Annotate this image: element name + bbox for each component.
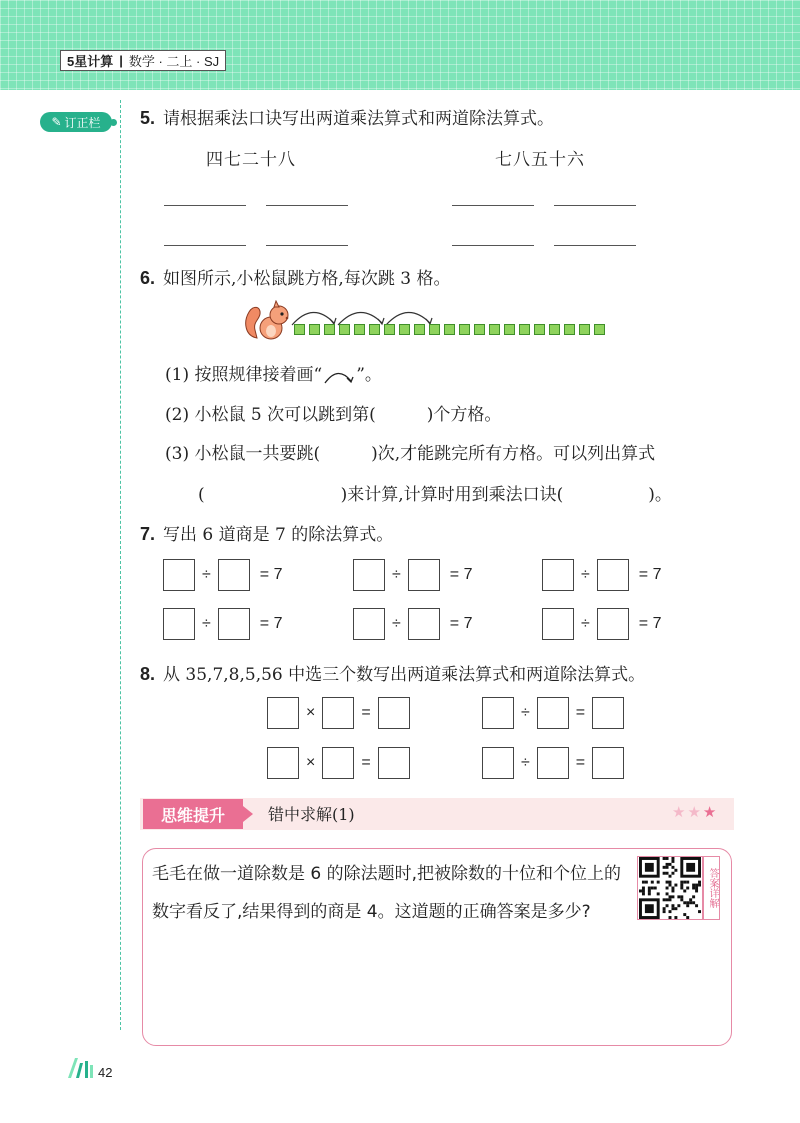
answer-box[interactable] [163, 608, 195, 640]
answer-box[interactable] [542, 559, 574, 591]
title-separator: | [119, 53, 123, 68]
answer-explanation-label: 答案详解 [703, 856, 720, 920]
answer-box[interactable] [592, 747, 624, 779]
divide-sign: ÷ [202, 566, 211, 583]
question-text: 写出 6 道商是 7 的除法算式。 [163, 525, 394, 545]
equals-sign: = [575, 754, 586, 771]
answer-box[interactable] [597, 608, 629, 640]
grid-square [324, 324, 335, 335]
grid-square [339, 324, 350, 335]
thinking-section-tag: 思维提升 [143, 799, 243, 829]
rhyme-left: 四七二十八 [206, 150, 296, 170]
problem-text: 毛毛在做一道除数是 6 的除法题时,把被除数的十位和个位上的数字看反了,结果得到的商是 4。这道题的正确答案是多少? [152, 864, 622, 922]
divide-sign: ÷ [392, 566, 401, 583]
star-icon: ★ [702, 803, 719, 821]
divide-sign: ÷ [392, 615, 401, 632]
multiplication-equation [267, 697, 410, 729]
equals-seven: = 7 [449, 615, 473, 632]
answer-box[interactable] [322, 697, 354, 729]
grid-square [504, 324, 515, 335]
correction-column-tag [40, 112, 112, 132]
grid-square [369, 324, 380, 335]
answer-box[interactable] [218, 559, 250, 591]
answer-box[interactable] [537, 747, 569, 779]
equals-seven: = 7 [449, 566, 473, 583]
times-sign: × [306, 754, 316, 771]
pencil-icon: ✎ [51, 115, 62, 129]
answer-box[interactable] [378, 697, 410, 729]
question-6 [140, 264, 450, 289]
answer-blank[interactable] [554, 205, 636, 206]
equals-seven: = 7 [259, 615, 283, 632]
grid-square [534, 324, 545, 335]
subject-label: 数学 · 二上 · SJ [128, 54, 220, 69]
answer-box[interactable] [482, 697, 514, 729]
divide-sign: ÷ [521, 754, 530, 771]
thinking-section-subtitle: 错中求解(1) [268, 805, 355, 824]
grid-square [309, 324, 320, 335]
tag-arrow [243, 806, 253, 822]
star-icon: ★ [687, 803, 703, 821]
question-text: 请根据乘法口诀写出两道乘法算式和两道除法算式。 [163, 109, 555, 129]
header-band [0, 0, 800, 90]
question-number: 7. [140, 524, 156, 544]
answer-blank[interactable] [164, 205, 246, 206]
question-6-part-2: (2) 小松鼠 5 次可以跳到第( )个方格。 [165, 405, 502, 425]
question-8 [140, 660, 645, 685]
division-equation [482, 697, 624, 729]
difficulty-stars [672, 803, 718, 821]
division-equation [482, 747, 624, 779]
square-track [294, 324, 609, 335]
grid-square [549, 324, 560, 335]
answer-box[interactable] [378, 747, 410, 779]
answer-box[interactable] [218, 608, 250, 640]
equals-seven: = 7 [638, 566, 662, 583]
grid-square [459, 324, 470, 335]
question-7 [140, 520, 393, 545]
correction-dot [110, 119, 117, 126]
times-sign: × [306, 704, 316, 721]
rhyme-right: 七八五十六 [495, 150, 585, 170]
grid-square [429, 324, 440, 335]
divide-sign: ÷ [202, 615, 211, 632]
division-equation [163, 608, 282, 640]
grid-square [579, 324, 590, 335]
answer-box[interactable] [353, 608, 385, 640]
grid-square [594, 324, 605, 335]
answer-box[interactable] [592, 697, 624, 729]
divide-sign: ÷ [521, 704, 530, 721]
answer-blank[interactable] [554, 245, 636, 246]
grid-square [519, 324, 530, 335]
equals-sign: = [575, 704, 586, 721]
book-title-tag [60, 50, 226, 71]
page-number: 42 [98, 1065, 113, 1080]
answer-blank[interactable] [266, 245, 348, 246]
answer-blank[interactable] [452, 205, 534, 206]
equals-seven: = 7 [259, 566, 283, 583]
star-icons [672, 803, 718, 821]
question-5 [140, 104, 554, 129]
answer-box[interactable] [408, 559, 440, 591]
answer-box[interactable] [353, 559, 385, 591]
correction-column-label: 订正栏 [64, 115, 101, 130]
question-6-part-1 [165, 360, 382, 385]
question-number: 8. [140, 664, 156, 684]
question-number: 6. [140, 268, 156, 288]
answer-box[interactable] [267, 697, 299, 729]
grid-square [474, 324, 485, 335]
answer-box[interactable] [408, 608, 440, 640]
part-text-end: ”。 [356, 365, 382, 385]
question-6-part-3-continued: ( )来计算,计算时用到乘法口诀( )。 [198, 485, 672, 505]
equals-sign: = [361, 754, 371, 771]
answer-box[interactable] [597, 559, 629, 591]
division-equation [353, 559, 472, 591]
qr-code-icon [638, 857, 702, 919]
grid-square [564, 324, 575, 335]
division-equation [163, 559, 282, 591]
multiplication-equation [267, 747, 410, 779]
equals-seven: = 7 [638, 615, 662, 632]
grid-square [414, 324, 425, 335]
answer-blank[interactable] [164, 245, 246, 246]
grid-square [294, 324, 305, 335]
book-logo-icon [66, 1055, 96, 1079]
answer-box[interactable] [163, 559, 195, 591]
grid-square [354, 324, 365, 335]
divide-sign: ÷ [581, 566, 590, 583]
question-text: 从 35,7,8,5,56 中选三个数写出两道乘法算式和两道除法算式。 [163, 665, 646, 685]
equals-sign: = [361, 704, 371, 721]
grid-square [399, 324, 410, 335]
arc-arrow-icon [322, 367, 356, 385]
question-number: 5. [140, 108, 156, 128]
brand-name: 5星计算 [67, 54, 114, 69]
grid-square [384, 324, 395, 335]
division-equation [542, 559, 661, 591]
star-icon: ★ [672, 803, 688, 821]
division-equation [353, 608, 472, 640]
part-text: (1) 按照规律接着画“ [165, 365, 323, 385]
grid-square [489, 324, 500, 335]
answer-blank[interactable] [452, 245, 534, 246]
question-text: 如图所示,小松鼠跳方格,每次跳 3 格。 [163, 269, 451, 289]
answer-box[interactable] [267, 747, 299, 779]
answer-box[interactable] [542, 608, 574, 640]
margin-dashed-line [120, 100, 121, 1030]
division-equation [542, 608, 661, 640]
answer-box[interactable] [322, 747, 354, 779]
grid-square [444, 324, 455, 335]
answer-blank[interactable] [266, 205, 348, 206]
qr-code[interactable] [637, 856, 703, 920]
answer-box[interactable] [537, 697, 569, 729]
answer-box[interactable] [482, 747, 514, 779]
question-6-part-3: (3) 小松鼠一共要跳( )次,才能跳完所有方格。可以列出算式 [165, 444, 656, 464]
divide-sign: ÷ [581, 615, 590, 632]
